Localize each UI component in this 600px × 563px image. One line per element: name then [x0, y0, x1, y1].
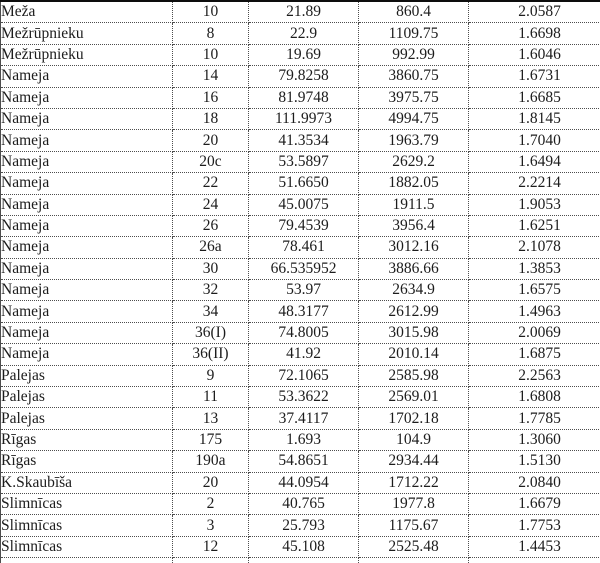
- table-row: [1, 515, 600, 536]
- street-name-cell: Nameja: [1, 151, 173, 172]
- house-number-cell: 26a: [173, 237, 249, 258]
- house-number-cell: 34: [173, 301, 249, 322]
- value-3-cell: 1.3853: [469, 258, 600, 279]
- street-name-cell: Palejas: [1, 408, 173, 429]
- house-number-cell: 36(I): [173, 322, 249, 343]
- house-number-cell: 36(II): [173, 344, 249, 365]
- street-name-cell: Mežrūpnieku: [1, 44, 173, 65]
- value-3-cell: 2.2563: [469, 365, 600, 386]
- street-name-cell: Nameja: [1, 344, 173, 365]
- table-row: [1, 1, 600, 23]
- house-number-cell: 10: [173, 44, 249, 65]
- table-row: [1, 130, 600, 151]
- value-2-cell: 3015.98: [359, 322, 469, 343]
- house-number-cell: 18: [173, 108, 249, 129]
- value-2-cell: 1911.5: [359, 194, 469, 215]
- table-row: [1, 151, 600, 172]
- value-1-cell: 21.89: [249, 1, 359, 23]
- value-1-cell: 72.1065: [249, 365, 359, 386]
- value-3-cell: 1.6875: [469, 344, 600, 365]
- value-2-cell: 1109.75: [359, 23, 469, 44]
- house-number-cell: 2: [173, 493, 249, 514]
- value-3-cell: 1.6731: [469, 66, 600, 87]
- table-row: [1, 344, 600, 365]
- table-row: [1, 194, 600, 215]
- street-name-cell: Palejas: [1, 387, 173, 408]
- value-3-cell: 2.0587: [469, 1, 600, 23]
- empty-cell: [1, 558, 173, 563]
- house-number-cell: 10: [173, 1, 249, 23]
- house-number-cell: 20c: [173, 151, 249, 172]
- value-1-cell: 81.9748: [249, 87, 359, 108]
- value-3-cell: 2.0840: [469, 472, 600, 493]
- value-3-cell: 1.6698: [469, 23, 600, 44]
- table-row: [1, 44, 600, 65]
- house-number-cell: 11: [173, 387, 249, 408]
- street-name-cell: Nameja: [1, 322, 173, 343]
- value-1-cell: 25.793: [249, 515, 359, 536]
- street-name-cell: Nameja: [1, 130, 173, 151]
- table-row: [1, 408, 600, 429]
- value-1-cell: 79.4539: [249, 215, 359, 236]
- value-1-cell: 1.693: [249, 429, 359, 450]
- table-row: [1, 429, 600, 450]
- value-2-cell: 2585.98: [359, 365, 469, 386]
- street-name-cell: Slimnīcas: [1, 536, 173, 557]
- street-name-cell: Mežrūpnieku: [1, 23, 173, 44]
- street-name-cell: Rīgas: [1, 451, 173, 472]
- value-1-cell: 45.108: [249, 536, 359, 557]
- value-3-cell: 1.4963: [469, 301, 600, 322]
- value-2-cell: 3975.75: [359, 87, 469, 108]
- value-1-cell: 54.8651: [249, 451, 359, 472]
- street-name-cell: Nameja: [1, 237, 173, 258]
- table-row: [1, 215, 600, 236]
- house-number-cell: 22: [173, 173, 249, 194]
- value-3-cell: 1.4453: [469, 536, 600, 557]
- value-1-cell: 79.8258: [249, 66, 359, 87]
- value-2-cell: 1882.05: [359, 173, 469, 194]
- house-number-cell: 13: [173, 408, 249, 429]
- house-number-cell: 12: [173, 536, 249, 557]
- empty-cell: [249, 558, 359, 563]
- value-1-cell: 53.97: [249, 280, 359, 301]
- table-row: [1, 258, 600, 279]
- house-number-cell: 175: [173, 429, 249, 450]
- value-1-cell: 41.3534: [249, 130, 359, 151]
- value-2-cell: 2629.2: [359, 151, 469, 172]
- value-2-cell: 1963.79: [359, 130, 469, 151]
- street-name-cell: Meža: [1, 1, 173, 23]
- street-name-cell: Nameja: [1, 194, 173, 215]
- street-name-cell: Nameja: [1, 66, 173, 87]
- street-name-cell: Nameja: [1, 280, 173, 301]
- street-name-cell: Nameja: [1, 108, 173, 129]
- table-row: [1, 451, 600, 472]
- empty-cell: [173, 558, 249, 563]
- value-3-cell: 1.6575: [469, 280, 600, 301]
- house-number-cell: 14: [173, 66, 249, 87]
- table-row: [1, 173, 600, 194]
- house-number-cell: 8: [173, 23, 249, 44]
- empty-cell: [469, 558, 600, 563]
- house-number-cell: 20: [173, 130, 249, 151]
- value-1-cell: 48.3177: [249, 301, 359, 322]
- street-name-cell: Rīgas: [1, 429, 173, 450]
- value-3-cell: 1.6046: [469, 44, 600, 65]
- house-number-cell: 24: [173, 194, 249, 215]
- value-3-cell: 1.9053: [469, 194, 600, 215]
- value-2-cell: 2934.44: [359, 451, 469, 472]
- street-name-cell: Slimnīcas: [1, 515, 173, 536]
- value-2-cell: 3012.16: [359, 237, 469, 258]
- value-1-cell: 78.461: [249, 237, 359, 258]
- house-number-cell: 190a: [173, 451, 249, 472]
- value-1-cell: 22.9: [249, 23, 359, 44]
- empty-cell: [359, 558, 469, 563]
- value-3-cell: 2.0069: [469, 322, 600, 343]
- value-3-cell: 1.6679: [469, 493, 600, 514]
- value-2-cell: 3956.4: [359, 215, 469, 236]
- value-2-cell: 2010.14: [359, 344, 469, 365]
- value-1-cell: 19.69: [249, 44, 359, 65]
- house-number-cell: 26: [173, 215, 249, 236]
- house-number-cell: 32: [173, 280, 249, 301]
- value-1-cell: 53.5897: [249, 151, 359, 172]
- street-name-cell: K.Skaubīša: [1, 472, 173, 493]
- table-row: [1, 493, 600, 514]
- value-1-cell: 53.3622: [249, 387, 359, 408]
- street-name-cell: Nameja: [1, 215, 173, 236]
- value-3-cell: 1.3060: [469, 429, 600, 450]
- table-row: [1, 387, 600, 408]
- house-number-cell: 20: [173, 472, 249, 493]
- value-2-cell: 2525.48: [359, 536, 469, 557]
- value-2-cell: 1712.22: [359, 472, 469, 493]
- table-row: [1, 536, 600, 557]
- table-row: [1, 23, 600, 44]
- value-2-cell: 1702.18: [359, 408, 469, 429]
- value-3-cell: 1.7040: [469, 130, 600, 151]
- value-3-cell: 1.7785: [469, 408, 600, 429]
- value-2-cell: 2634.9: [359, 280, 469, 301]
- table-row-partial: [1, 558, 600, 563]
- value-2-cell: 860.4: [359, 1, 469, 23]
- table-row: [1, 301, 600, 322]
- value-2-cell: 2612.99: [359, 301, 469, 322]
- house-number-cell: 9: [173, 365, 249, 386]
- table-row: [1, 322, 600, 343]
- value-1-cell: 51.6650: [249, 173, 359, 194]
- value-2-cell: 4994.75: [359, 108, 469, 129]
- table-row: [1, 87, 600, 108]
- value-1-cell: 41.92: [249, 344, 359, 365]
- value-3-cell: 1.8145: [469, 108, 600, 129]
- value-2-cell: 1977.8: [359, 493, 469, 514]
- value-3-cell: 1.6685: [469, 87, 600, 108]
- value-2-cell: 1175.67: [359, 515, 469, 536]
- house-number-cell: 3: [173, 515, 249, 536]
- value-2-cell: 104.9: [359, 429, 469, 450]
- table-row: [1, 365, 600, 386]
- street-name-cell: Nameja: [1, 301, 173, 322]
- house-number-cell: 30: [173, 258, 249, 279]
- value-2-cell: 992.99: [359, 44, 469, 65]
- value-3-cell: 1.6251: [469, 215, 600, 236]
- table-row: [1, 280, 600, 301]
- table-row: [1, 108, 600, 129]
- table-row: [1, 66, 600, 87]
- value-1-cell: 37.4117: [249, 408, 359, 429]
- value-2-cell: 3886.66: [359, 258, 469, 279]
- value-3-cell: 1.6808: [469, 387, 600, 408]
- street-name-cell: Palejas: [1, 365, 173, 386]
- table-body: [1, 1, 600, 563]
- value-2-cell: 3860.75: [359, 66, 469, 87]
- value-1-cell: 66.535952: [249, 258, 359, 279]
- table-row: [1, 237, 600, 258]
- house-number-cell: 16: [173, 87, 249, 108]
- value-3-cell: 2.1078: [469, 237, 600, 258]
- street-name-cell: Slimnīcas: [1, 493, 173, 514]
- table-row: [1, 472, 600, 493]
- value-3-cell: 1.5130: [469, 451, 600, 472]
- value-3-cell: 1.6494: [469, 151, 600, 172]
- street-name-cell: Nameja: [1, 258, 173, 279]
- street-name-cell: Nameja: [1, 173, 173, 194]
- value-1-cell: 111.9973: [249, 108, 359, 129]
- value-1-cell: 45.0075: [249, 194, 359, 215]
- value-1-cell: 74.8005: [249, 322, 359, 343]
- value-3-cell: 2.2214: [469, 173, 600, 194]
- value-1-cell: 44.0954: [249, 472, 359, 493]
- value-3-cell: 1.7753: [469, 515, 600, 536]
- street-name-cell: Nameja: [1, 87, 173, 108]
- value-1-cell: 40.765: [249, 493, 359, 514]
- value-2-cell: 2569.01: [359, 387, 469, 408]
